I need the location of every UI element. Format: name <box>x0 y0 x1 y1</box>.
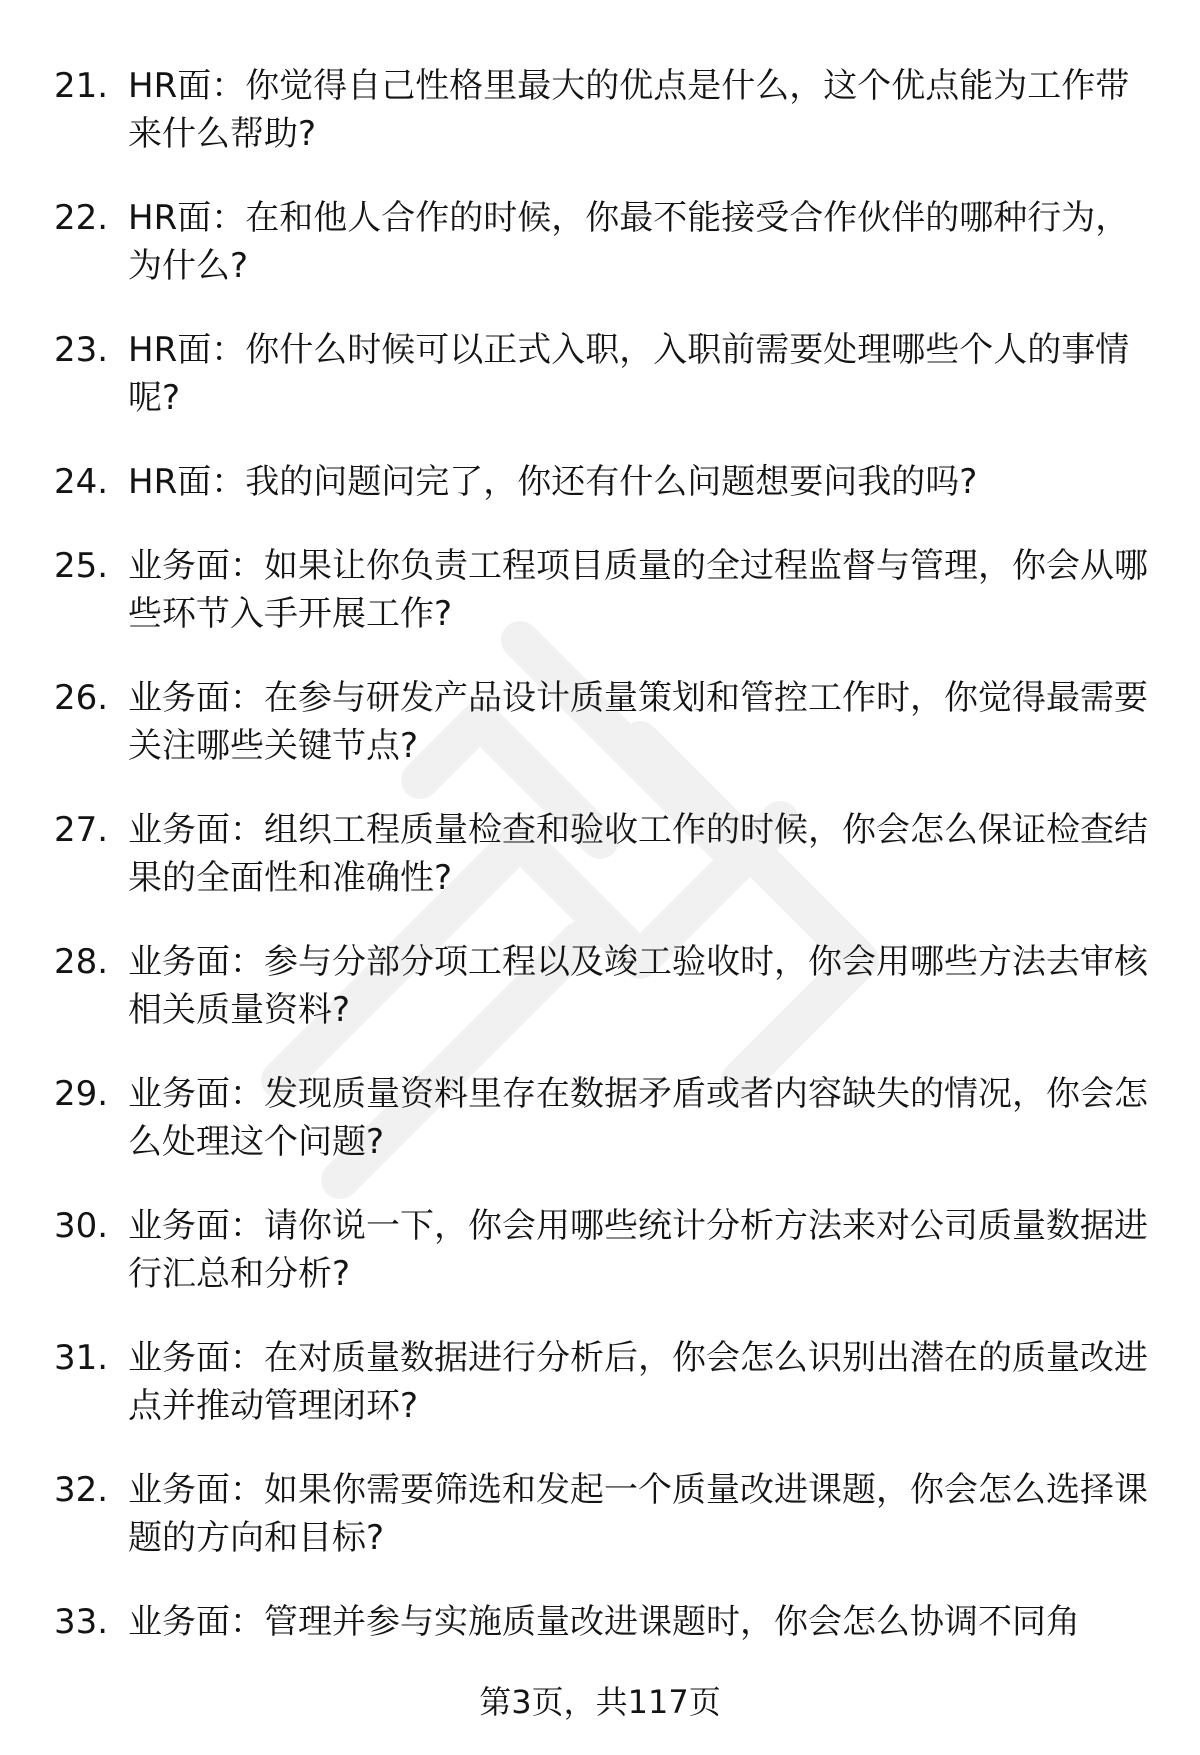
question-number: 21. <box>54 66 109 106</box>
question-item <box>0 1070 1200 1202</box>
question-item <box>0 674 1200 806</box>
question-number: 26. <box>54 678 109 718</box>
question-item <box>0 1466 1200 1598</box>
question-text: 业务面：发现质量资料里存在数据矛盾或者内容缺失的情况，你会怎么处理这个问题? <box>128 1074 1148 1162</box>
question-text: HR面：我的问题问完了，你还有什么问题想要问我的吗? <box>128 462 978 502</box>
question-text: 业务面：在对质量数据进行分析后，你会怎么识别出潜在的质量改进点并推动管理闭环? <box>128 1338 1148 1426</box>
question-number: 30. <box>54 1206 109 1246</box>
question-text: 业务面：参与分部分项工程以及竣工验收时，你会用哪些方法去审核相关质量资料? <box>128 942 1148 1030</box>
question-item <box>0 542 1200 674</box>
question-text: 业务面：在参与研发产品设计质量策划和管控工作时，你觉得最需要关注哪些关键节点? <box>128 678 1148 766</box>
question-text: HR面：你觉得自己性格里最大的优点是什么，这个优点能为工作带来什么帮助? <box>128 66 1130 154</box>
question-text: HR面：在和他人合作的时候，你最不能接受合作伙伴的哪种行为，为什么? <box>128 198 1130 286</box>
question-text: 业务面：组织工程质量检查和验收工作的时候，你会怎么保证检查结果的全面性和准确性? <box>128 810 1148 898</box>
question-text: 业务面：管理并参与实施质量改进课题时，你会怎么协调不同角 <box>128 1602 1080 1642</box>
question-number: 29. <box>54 1074 109 1114</box>
question-item <box>0 62 1200 194</box>
question-item <box>0 326 1200 458</box>
question-item <box>0 1334 1200 1466</box>
question-number: 31. <box>54 1338 109 1378</box>
question-number: 33. <box>54 1602 109 1642</box>
question-number: 28. <box>54 942 109 982</box>
question-number: 27. <box>54 810 109 850</box>
question-number: 23. <box>54 330 109 370</box>
question-item <box>0 1202 1200 1334</box>
question-item <box>0 194 1200 326</box>
question-list <box>0 62 1200 1658</box>
page-footer: 第3页，共117页 <box>479 1683 721 1721</box>
question-text: 业务面：如果让你负责工程项目质量的全过程监督与管理，你会从哪些环节入手开展工作? <box>128 546 1148 634</box>
question-item <box>0 938 1200 1070</box>
question-number: 22. <box>54 198 109 238</box>
question-number: 25. <box>54 546 109 586</box>
question-text: HR面：你什么时候可以正式入职，入职前需要处理哪些个人的事情呢? <box>128 330 1130 418</box>
question-item <box>0 1598 1200 1658</box>
question-number: 32. <box>54 1470 109 1510</box>
question-text: 业务面：如果你需要筛选和发起一个质量改进课题，你会怎么选择课题的方向和目标? <box>128 1470 1148 1558</box>
question-text: 业务面：请你说一下，你会用哪些统计分析方法来对公司质量数据进行汇总和分析? <box>128 1206 1148 1294</box>
question-item <box>0 458 1200 542</box>
question-item <box>0 806 1200 938</box>
question-number: 24. <box>54 462 109 502</box>
